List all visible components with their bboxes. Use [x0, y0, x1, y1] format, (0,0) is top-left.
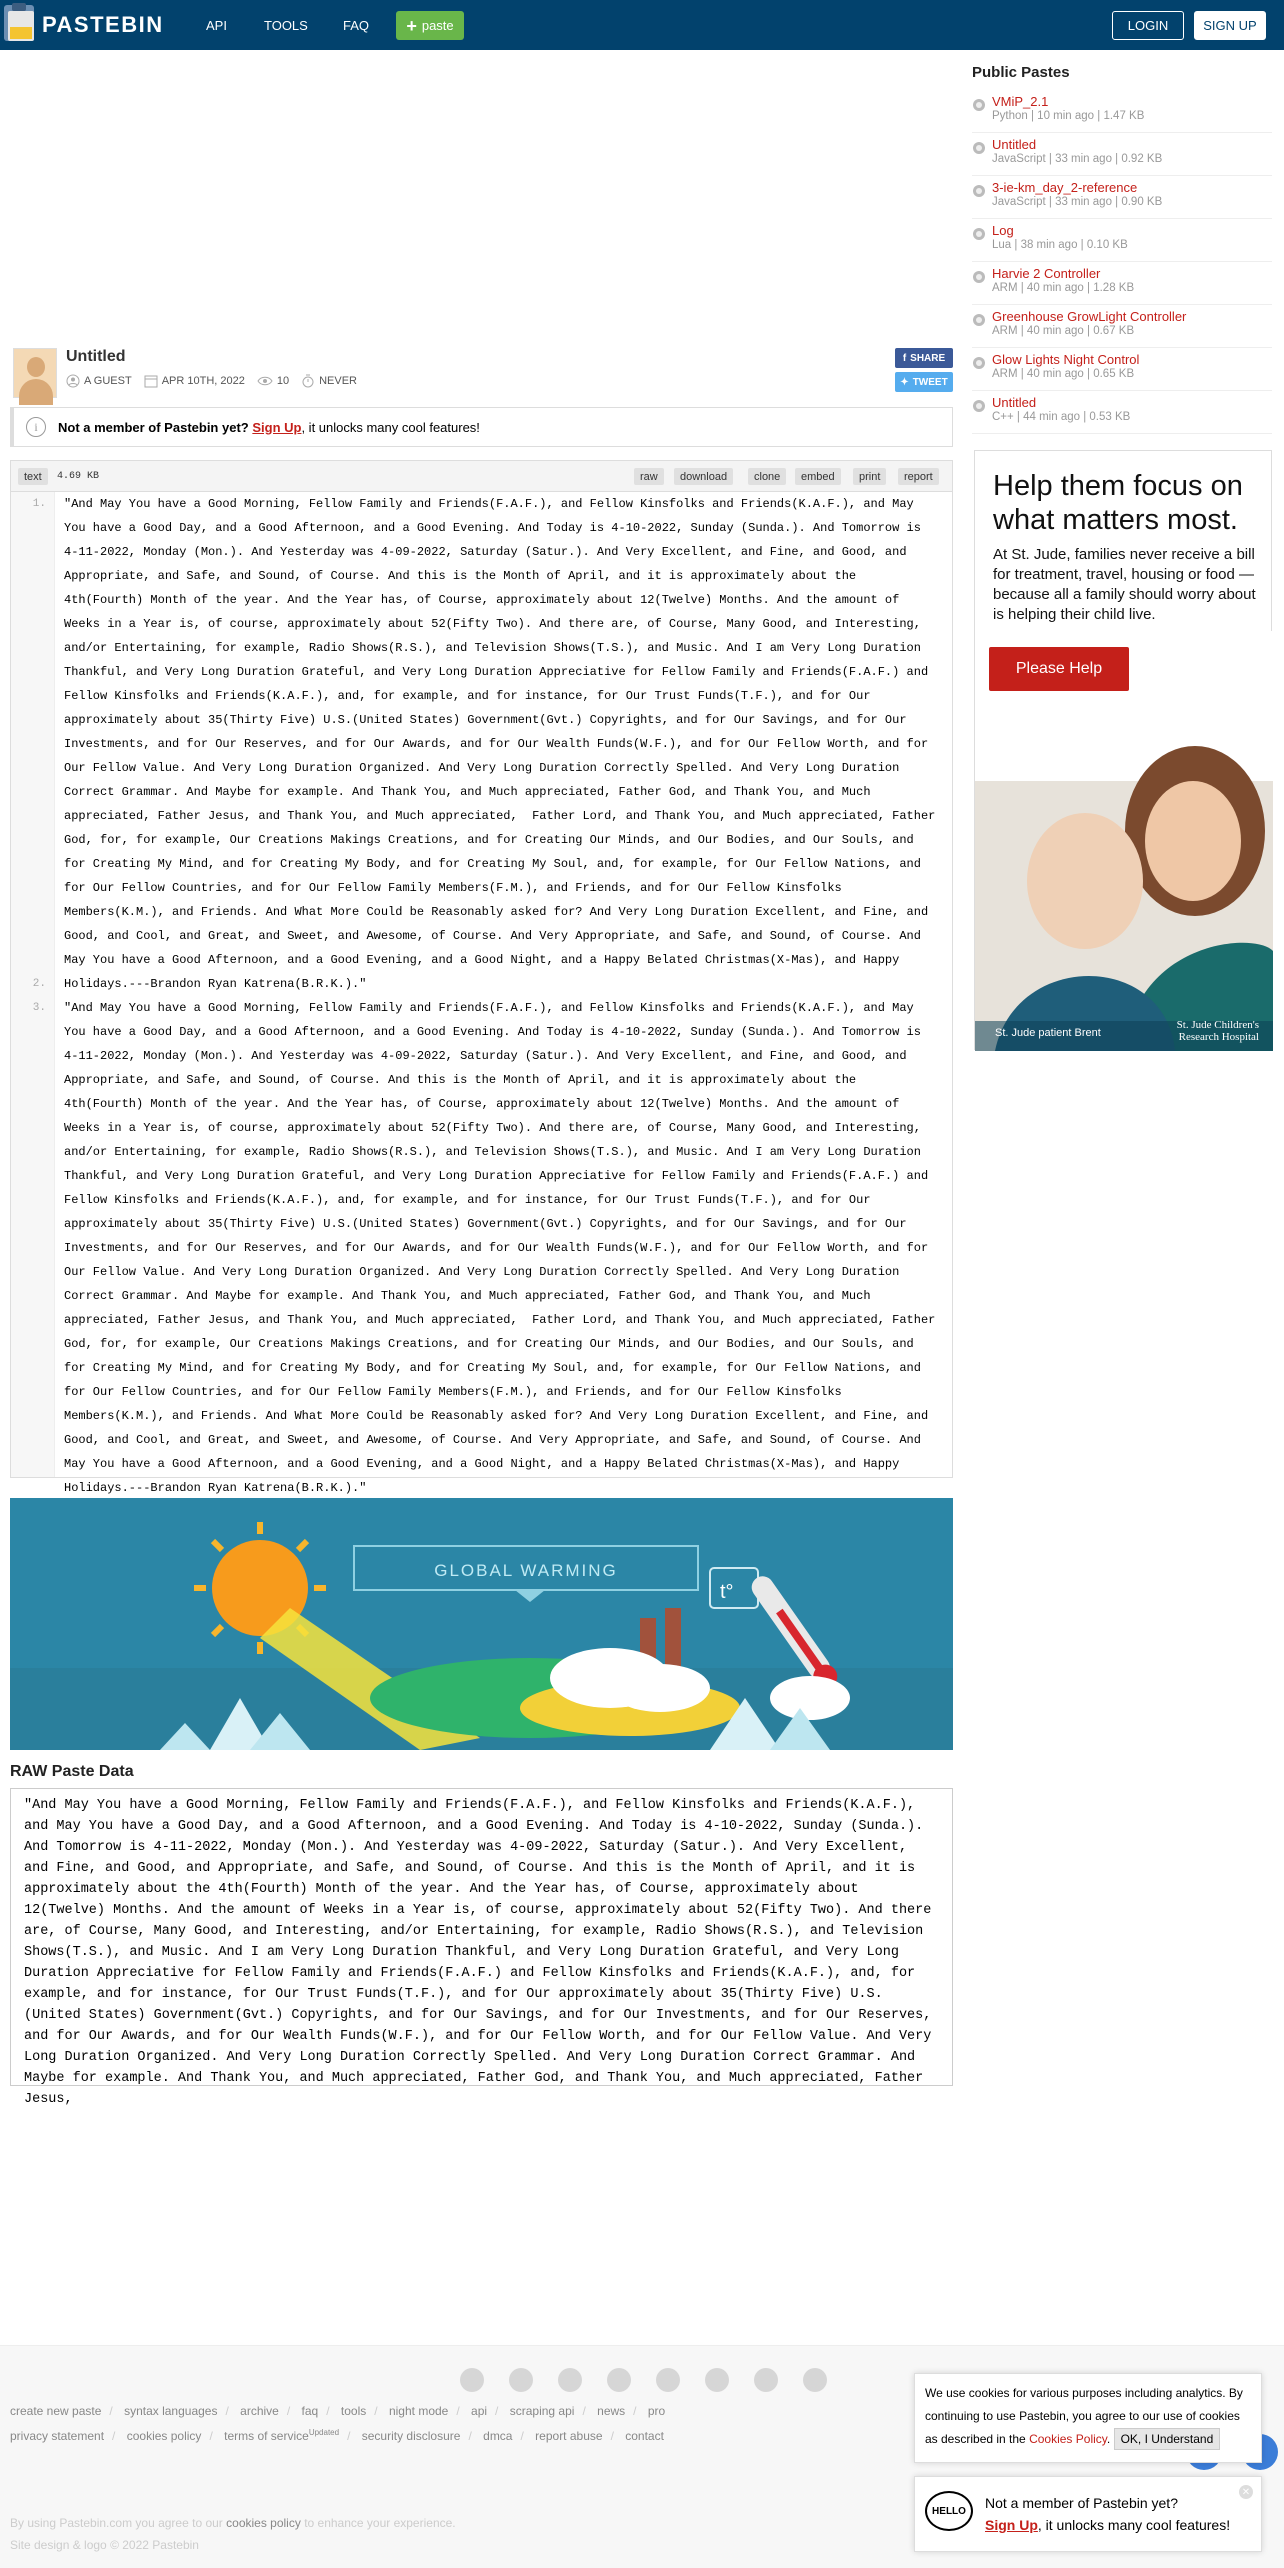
footer-link[interactable]: pro	[647, 2404, 666, 2418]
signup-popup	[914, 2476, 1262, 2552]
global-warming-illustration	[10, 1498, 953, 1750]
android-app-icon[interactable]	[656, 2368, 680, 2392]
notice-suffix: , it unlocks many cool features!	[301, 419, 480, 435]
user-icon	[66, 374, 80, 388]
line-numbers	[11, 492, 55, 1477]
public-paste-meta: Python | 10 min ago | 1.47 KB	[992, 110, 1145, 122]
share-label: SHARE	[910, 352, 946, 364]
updated-badge: Updated	[308, 2428, 340, 2437]
global-warming-banner[interactable]	[10, 1498, 953, 1750]
footer-link[interactable]: tools	[340, 2404, 367, 2418]
line-number: 3.	[32, 1002, 46, 1014]
cookie-ok-button[interactable]: OK, I Understand	[1114, 2428, 1221, 2450]
logo-text[interactable]: PASTEBIN	[42, 12, 164, 37]
paste-info	[10, 348, 953, 403]
facebook-share-button[interactable]	[895, 348, 953, 368]
agree-prefix: By using Pastebin.com you agree to our	[10, 2516, 223, 2530]
nav-tools[interactable]: TOOLS	[264, 18, 308, 33]
login-button[interactable]: LOGIN	[1112, 11, 1184, 40]
temp-label: t°	[720, 1581, 734, 1603]
footer-link[interactable]: security disclosure	[361, 2429, 461, 2443]
footer-link[interactable]: archive	[240, 2404, 279, 2418]
globe-icon	[973, 142, 985, 154]
public-paste-meta: ARM | 40 min ago | 0.65 KB	[992, 368, 1135, 380]
public-paste-link[interactable]: Untitled	[992, 137, 1037, 152]
chrome-extension-icon[interactable]	[460, 2368, 484, 2392]
globe-icon	[973, 185, 985, 197]
facebook-icon: f	[902, 352, 907, 364]
globe-icon	[973, 357, 985, 369]
macos-app-icon[interactable]	[705, 2368, 729, 2392]
public-paste-item	[972, 90, 1272, 133]
new-paste-label: paste	[421, 18, 454, 33]
st-jude-logo: St. Jude Children's Research Hospital	[1176, 1019, 1259, 1043]
public-paste-meta: Lua | 38 min ago | 0.10 KB	[992, 239, 1128, 251]
cookie-policy-link[interactable]: Cookies Policy	[1029, 2432, 1107, 2446]
popup-line2	[985, 2517, 1230, 2533]
paste-title: Untitled	[66, 348, 126, 365]
line-number: 1.	[32, 498, 46, 510]
signup-notice	[10, 407, 953, 447]
public-paste-item	[972, 348, 1272, 391]
footer-agree-note	[10, 2516, 456, 2530]
public-paste-meta: ARM | 40 min ago | 0.67 KB	[992, 325, 1135, 337]
code-line-3: "And May You have a Good Morning, Fellow Family and Friends(F.A.F.), and Fellow Kinsfolks and Friends(K.A.F.), and May You have a Good Day, and a Good Afternoon, and a Good Evening. And Today is 4-10-2022, Sunday (Sunda.). And Tomorrow is 4-11-2022, Monday (Mon.). And Yesterday was 4-09-2022, Saturday (Satur.). And Very Excellent, and Fine, and Good, and Appropriate, and Safe, and Sound, of Course. And this is the Month of April, and it is approximately about the 4th(Fourth) Month of the year. And the Year has, of Course, approximately about 12(Twelve) Months. And the amount of Weeks in a Year is, of course, approximately about 52(Fifty Two). And there are, of Course, Many Good, and Interesting, and/or Entertaining, for example, Radio Shows(R.S.), and Television Shows(T.S.), and Music. And I am Very Long Duration Thankful, and Very Long Duration Grateful, and Very Long Duration Appreciative for Fellow Family and Friends(F.A.F.) and Fellow Kinsfolks and Friends(K.A.F.), and, for example, and for instance, for Our Trust Funds(T.F.), and for Our approximately about 35(Thirty Five) U.S.(United States) Government(Gvt.) Copyrights, and for Our Savings, and for Our Investments, and for Our Reserves, and for Our Awards, and for Our Wealth Funds(W.F.), and for Our Fellow Worth, and for Our Fellow Value. And Very Long Duration Organized. And Very Long Duration Correctly Spelled. And Very Long Duration Correct Grammar. And Maybe for example. And Thank You, and Much appreciated, Father God, and Thank You, and Much appreciated, Father Jesus, and Thank You, and Much appreciated, Father Lord, and Thank You, and Much appreciated, Father God, for, for example, Our Creations Makings Creations, and for Creating Our Minds, and Our Bodies, and Our Souls, and for Creating My Mind, and for Creating My Body, and for Creating My Soul, and, for example, for Our Fellow Nations, and for Our Fellow Countries, and for Our Fellow Family Members(F.M.), and Friends, and for Our Fellow Kinsfolks Members(K.M.), and Friends. And What More Could be Reasonably asked for? And Very Long Duration Excellent, and Fine, and Good, and Cool, and Great, and Sweet, and Awesome, of Course. And Very Appropriate, and Safe, and Sound, of Course. And May You have a Good Afternoon, and a Good Evening, and a Good Night, and a Happy Belated Christmas(X-Mas), and Happy Holidays.---Brandon Ryan Katrena(B.R.K.)."	[64, 1001, 943, 1495]
app-icons	[460, 2368, 827, 2392]
footer-link[interactable]: report abuse	[535, 2429, 603, 2443]
footer-link[interactable]: api	[471, 2404, 488, 2418]
footer-link[interactable]: scraping api	[509, 2404, 575, 2418]
public-paste-link[interactable]: Glow Lights Night Control	[992, 352, 1140, 367]
code-body	[11, 492, 952, 1495]
public-pastes-list	[972, 90, 1272, 434]
top-navbar	[0, 0, 1284, 50]
windows-app-icon[interactable]	[607, 2368, 631, 2392]
eye-icon	[257, 375, 273, 387]
plus-icon: +	[406, 15, 417, 36]
download-button[interactable]: download	[674, 468, 733, 485]
pastebin-logo-icon[interactable]	[2, 1, 38, 45]
public-paste-item	[972, 133, 1272, 176]
cookie-banner: We use cookies for various purposes including analytics. By continuing to use Pastebin, you agree to our use of cookies as described in the Cookies Policy. OK, I Understand	[914, 2373, 1262, 2463]
globe-icon	[973, 271, 985, 283]
globe-icon	[973, 99, 985, 111]
raw-paste-textarea[interactable]: "And May You have a Good Morning, Fellow Family and Friends(F.A.F.), and Fellow Kinsfolks and Friends(K.A.F.), and May You have a Good Day, and a Good Afternoon, and a Good Evening. And Today is 4-10-2022, Sunday (Sunda.). And Tomorrow is 4-11-2022, Monday (Mon.). And Yesterday was 4-09-2022, Saturday (Satur.). And Very Excellent, and Fine, and Good, and Appropriate, and Safe, and Sound, of Course. And this is the Month of April, and it is approximately about the 4th(Fourth) Month of the year. And the Year has, of Course, approximately about 12(Twelve) Months. And the amount of Weeks in a Year is, of course, approximately about 52(Fifty Two). And there are, of Course, Many Good, and Interesting, and/or Entertaining, for example, Radio Shows(R.S.), and Television Shows(T.S.), and Music. And I am Very Long Duration Thankful, and Very Long Duration Grateful, and Very Long Duration Appreciative for Fellow Family and Friends(F.A.F.) and Fellow Kinsfolks and Friends(K.A.F.), and, for example, and for instance, for Our Trust Funds(T.F.), and for Our approximately about 35(Thirty Five) U.S.(United States) Government(Gvt.) Copyrights, and for Our Savings, and for Our Investments, and for Our Reserves, and for Our Awards, and for Our Wealth Funds(W.F.), and for Our Fellow Worth, and for Our Fellow Value. And Very Long Duration Organized. And Very Long Duration Correctly Spelled. And Very Long Duration Correct Grammar. And Maybe for example. And Thank You, and Much appreciated, Father God, and Thank You, and Much appreciated, Father Jesus,	[10, 1788, 953, 2086]
firefox-extension-icon[interactable]	[509, 2368, 533, 2392]
public-paste-link[interactable]: Greenhouse GrowLight Controller	[992, 309, 1187, 324]
cookie-text: We use cookies for various purposes including analytics. By continuing to use Pastebin, you agree to our use of cookies as described in the	[925, 2386, 1243, 2446]
notice-prefix: Not a member of Pastebin yet?	[58, 419, 249, 435]
footer-link[interactable]: dmca	[483, 2429, 513, 2443]
footer-link[interactable]: contact	[625, 2429, 664, 2443]
footer-link[interactable]: cookies policy	[126, 2429, 202, 2443]
footer-links-row1: create new paste / syntax languages / archive / faq / tools / night mode / api / scraping api / news / pro	[10, 2404, 666, 2418]
public-paste-link[interactable]: Harvie 2 Controller	[992, 266, 1101, 281]
close-icon[interactable]: ✕	[1239, 2485, 1253, 2499]
cookies-policy-link[interactable]: cookies policy	[226, 2516, 301, 2530]
footer-link[interactable]: night mode	[388, 2404, 449, 2418]
please-help-button[interactable]: Please Help	[989, 647, 1129, 691]
nav-api[interactable]: API	[206, 18, 227, 33]
public-paste-meta: JavaScript | 33 min ago | 0.92 KB	[992, 153, 1163, 165]
ad-headline: Help them focus on what matters most.	[993, 470, 1243, 536]
popup-suffix: , it unlocks many cool features!	[1037, 2517, 1231, 2533]
code-content[interactable]	[55, 492, 952, 1495]
raw-paste-title: RAW Paste Data	[10, 1763, 134, 1780]
globe-icon	[973, 400, 985, 412]
footer-link[interactable]: create new paste	[10, 2404, 102, 2418]
footer-link[interactable]: news	[597, 2404, 626, 2418]
print-button[interactable]: print	[853, 468, 886, 485]
opera-extension-icon[interactable]	[754, 2368, 778, 2392]
public-paste-item	[972, 219, 1272, 262]
ad-body: At St. Jude, families never receive a bill for treatment, travel, housing or food — because all a family should worry about is helping their child live.	[993, 546, 1256, 623]
code-line-1: "And May You have a Good Morning, Fellow Family and Friends(F.A.F.), and Fellow Kinsfolks and Friends(K.A.F.), and May You have a Good Day, and a Good Afternoon, and a Good Evening. And Today is 4-10-2022, Sunday (Sunda.). And Tomorrow is 4-11-2022, Monday (Mon.). And Yesterday was 4-09-2022, Saturday (Satur.). And Very Excellent, and Fine, and Good, and Appropriate, and Safe, and Sound, of Course. And this is the Month of April, and it is approximately about the 4th(Fourth) Month of the year. And the Year has, of Course, approximately about 12(Twelve) Months. And the amount of Weeks in a Year is, of course, approximately about 52(Fifty Two). And there are, of Course, Many Good, and Interesting, and/or Entertaining, for example, Radio Shows(R.S.), and Television Shows(T.S.), and Music. And I am Very Long Duration Thankful, and Very Long Duration Grateful, and Very Long Duration Appreciative for Fellow Family and Friends(F.A.F.) and Fellow Kinsfolks and Friends(K.A.F.), and, for example, and for instance, for Our Trust Funds(T.F.), and for Our approximately about 35(Thirty Five) U.S.(United States) Government(Gvt.) Copyrights, and for Our Savings, and for Our Investments, and for Our Reserves, and for Our Awards, and for Our Wealth Funds(W.F.), and for Our Fellow Worth, and for Our Fellow Value. And Very Long Duration Organized. And Very Long Duration Correctly Spelled. And Very Long Duration Correct Grammar. And Maybe for example. And Thank You, and Much appreciated, Father God, and Thank You, and Much appreciated, Father Jesus, and Thank You, and Much appreciated, Father Lord, and Thank You, and Much appreciated, Father God, for, for example, Our Creations Makings Creations, and for Creating Our Minds, and Our Bodies, and Our Souls, and for Creating My Mind, and for Creating My Body, and for Creating My Soul, and, for example, for Our Fellow Nations, and for Our Fellow Countries, and for Our Fellow Family Members(F.M.), and Friends, and for Our Fellow Kinsfolks Members(K.M.), and Friends. And What More Could be Reasonably asked for? And Very Long Duration Excellent, and Fine, and Good, and Cool, and Great, and Sweet, and Awesome, of Course. And Very Appropriate, and Safe, and Sound, of Course. And May You have a Good Afternoon, and a Good Evening, and a Good Night, and a Happy Belated Christmas(X-Mas), and Happy Holidays.---Brandon Ryan Katrena(B.R.K.)."	[64, 497, 943, 991]
nav-faq[interactable]: FAQ	[343, 18, 370, 33]
hello-bubble-icon: HELLO	[925, 2491, 973, 2531]
public-paste-link[interactable]: VMiP_2.1	[992, 94, 1049, 109]
paste-author[interactable]: A GUEST	[84, 375, 132, 387]
paste-meta	[66, 374, 369, 388]
public-paste-link[interactable]: Untitled	[992, 395, 1037, 410]
ad-photo	[975, 631, 1273, 1051]
footer-link[interactable]: syntax languages	[124, 2404, 218, 2418]
paste-date: APR 10TH, 2022	[161, 375, 245, 387]
paste-expiry: NEVER	[319, 375, 357, 387]
footer-links-row2: privacy statement / cookies policy / terms of service$^{Updated}$ / security disclosure / dmca / report abuse / contact	[10, 2428, 664, 2443]
notice-signup-link[interactable]: Sign Up	[252, 419, 302, 435]
public-paste-meta: ARM | 40 min ago | 1.28 KB	[992, 282, 1135, 294]
public-paste-item	[972, 305, 1272, 348]
banner-text: GLOBAL WARMING	[434, 1561, 618, 1580]
ad-caption: St. Jude patient Brent	[995, 1027, 1101, 1039]
public-paste-meta: C++ | 44 min ago | 0.53 KB	[992, 411, 1131, 423]
paste-size: 4.69 KB	[57, 471, 100, 482]
globe-icon	[973, 314, 985, 326]
public-paste-meta: JavaScript | 33 min ago | 0.90 KB	[992, 196, 1163, 208]
clone-button[interactable]: clone	[748, 468, 786, 485]
popup-line1: Not a member of Pastebin yet?	[985, 2495, 1178, 2511]
agree-suffix: to enhance your experience.	[304, 2516, 456, 2530]
info-icon: i	[26, 417, 46, 437]
twitter-icon: ✦	[900, 376, 909, 388]
line-number: 2.	[32, 978, 46, 990]
public-paste-item	[972, 262, 1272, 305]
public-pastes-title: Public Pastes	[972, 64, 1070, 81]
public-paste-item	[972, 391, 1272, 434]
ios-app-icon[interactable]	[558, 2368, 582, 2392]
footer-link[interactable]: faq	[301, 2404, 319, 2418]
syntax-tag[interactable]: text	[18, 468, 48, 485]
calendar-icon	[144, 374, 158, 388]
paste-views: 10	[276, 375, 290, 387]
embed-button[interactable]: embed	[795, 468, 841, 485]
public-paste-item	[972, 176, 1272, 219]
signup-button[interactable]: SIGN UP	[1194, 11, 1266, 40]
popup-signup-link[interactable]: Sign Up	[985, 2517, 1038, 2533]
new-paste-button[interactable]	[396, 11, 464, 40]
globe-icon	[973, 228, 985, 240]
report-button[interactable]: report	[898, 468, 939, 485]
tweet-label: TWEET	[912, 376, 948, 388]
sublime-plugin-icon[interactable]	[803, 2368, 827, 2392]
public-paste-link[interactable]: Log	[992, 223, 1014, 238]
code-toolbar	[11, 461, 952, 492]
footer-link[interactable]: terms of service	[224, 2429, 309, 2443]
code-box	[10, 460, 953, 1495]
st-jude-ad[interactable]	[974, 450, 1272, 1050]
public-paste-link[interactable]: 3-ie-km_day_2-reference	[992, 180, 1138, 195]
footer-copyright: Site design & logo © 2022 Pastebin	[10, 2538, 199, 2552]
twitter-share-button[interactable]	[895, 372, 953, 392]
avatar	[13, 348, 57, 398]
expiry-icon	[301, 374, 315, 388]
raw-button[interactable]: raw	[634, 468, 664, 485]
footer-link[interactable]: privacy statement	[10, 2429, 105, 2443]
